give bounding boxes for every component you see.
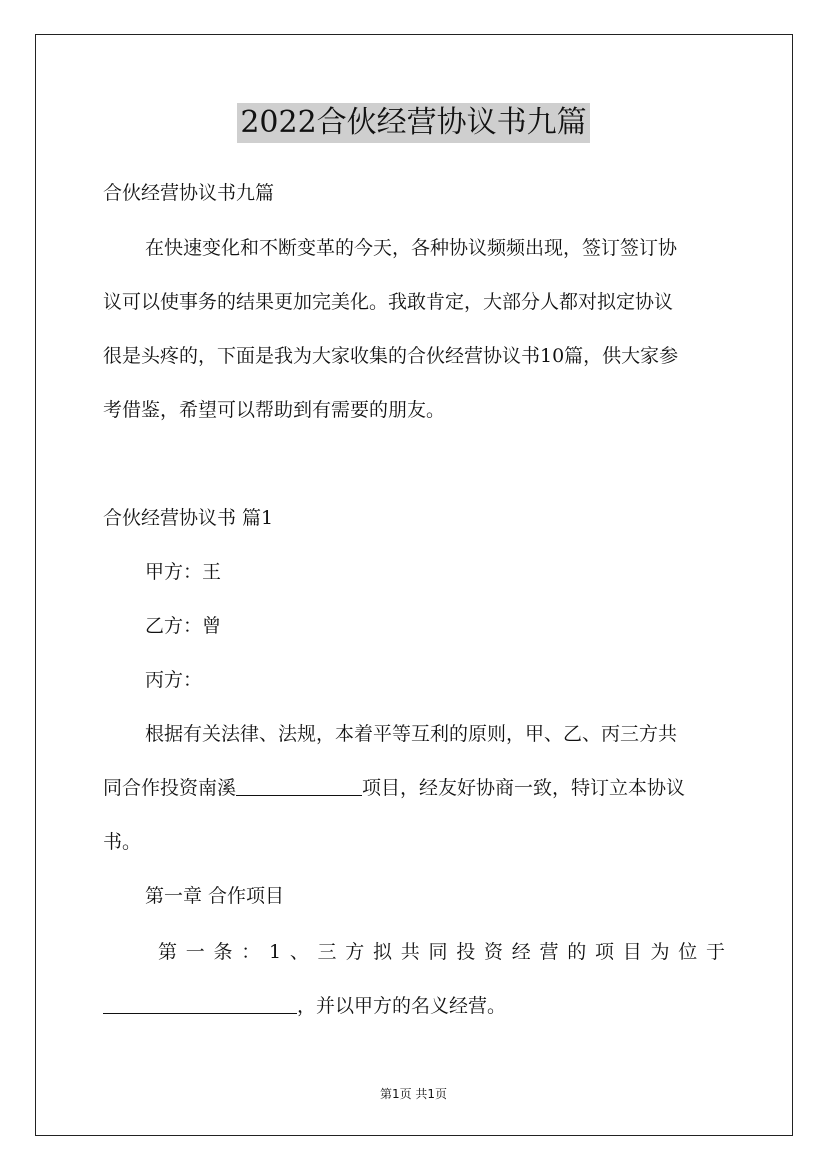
blank-underline [103, 997, 297, 1014]
intro-line-4: 考借鉴，希望可以帮助到有需要的朋友。 [103, 399, 446, 421]
blank-underline [236, 779, 362, 796]
party-a: 甲方：王 [145, 561, 222, 583]
article-1-line-1: 第一条：1、三方拟共同投资经营的项目为位于 [158, 941, 725, 963]
section-heading: 合伙经营协议书 篇1 [103, 507, 274, 529]
document-subtitle: 合伙经营协议书九篇 [103, 182, 275, 204]
intro-line-2: 议可以使事务的结果更加完美化。我敢肯定，大部分人都对拟定协议 [103, 291, 674, 313]
body-line-2-start: 同合作投资南溪 [103, 777, 237, 799]
chapter-heading: 第一章 合作项目 [145, 885, 285, 907]
body-line-3: 书。 [103, 831, 142, 853]
article-1-line-2-end: ，并以甲方的名义经营。 [297, 995, 507, 1017]
party-b: 乙方：曾 [145, 615, 222, 637]
document-title: 2022合伙经营协议书九篇 [237, 103, 589, 143]
intro-line-3: 很是头疼的，下面是我为大家收集的合伙经营协议书10篇，供大家参 [103, 345, 679, 367]
body-line-1: 根据有关法律、法规，本着平等互利的原则，甲、乙、丙三方共 [145, 723, 678, 745]
party-c: 丙方： [145, 669, 203, 691]
page-footer: 第1页 共1页 [379, 1087, 448, 1101]
body-line-2 [103, 776, 725, 800]
body-line-2-end: 项目，经友好协商一致，特订立本协议 [362, 777, 686, 799]
intro-line-1: 在快速变化和不断变革的今天，各种协议频频出现，签订签订协 [145, 237, 678, 259]
title-container [0, 103, 827, 143]
article-1-line-2 [103, 994, 725, 1018]
